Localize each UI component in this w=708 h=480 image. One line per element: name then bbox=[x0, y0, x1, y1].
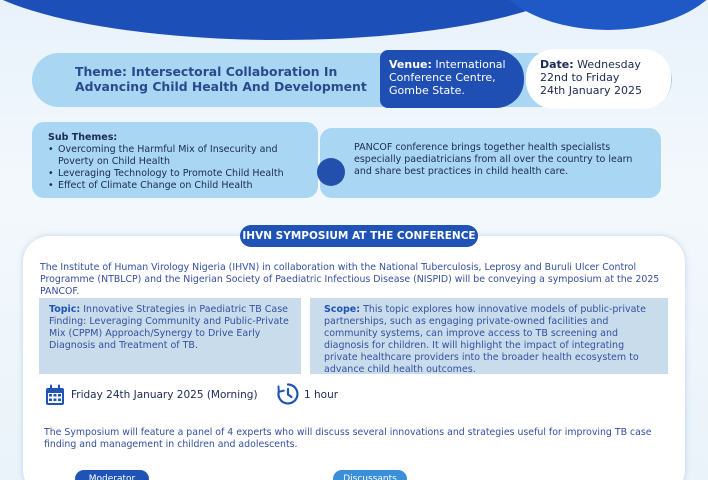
scope-text: This topic explores how innovative models of public-private partnerships, such as engaging private-owned facilities and community systems, can improve access to TB screening and diagnosis for children. It will highlight the impact of integrating private healthcare providers into the broader health ecosystem to advance child health outcomes. bbox=[324, 304, 646, 375]
subthemes-list bbox=[48, 144, 318, 192]
scope-label: Scope: bbox=[324, 304, 361, 315]
symposium-title: IHVN SYMPOSIUM AT THE CONFERENCE bbox=[240, 225, 478, 247]
pancof-description: PANCOF conference brings together health specialists especially paediatricians from all over the country to learn and share best practices in child health care. bbox=[354, 142, 633, 177]
header-wave-decoration bbox=[0, 0, 600, 40]
date-line-2: 22nd to Friday bbox=[540, 71, 620, 84]
calendar-icon bbox=[45, 384, 65, 406]
subtheme-item bbox=[48, 144, 318, 168]
subtheme-text: Overcoming the Harmful Mix of Insecurity and bbox=[58, 144, 278, 155]
pancof-card bbox=[320, 128, 661, 198]
subthemes-title: Sub Themes: bbox=[48, 132, 118, 143]
venue-line-2: Conference Centre, bbox=[389, 71, 496, 84]
topic-label: Topic: bbox=[49, 304, 81, 315]
date-card bbox=[526, 49, 671, 109]
topic-card bbox=[39, 298, 301, 374]
venue-line-3: Gombe State. bbox=[389, 84, 465, 97]
symposium-intro: The Institute of Human Virology Nigeria (IHVN) in collaboration with the National Tuberculosis, Leprosy and Buruli Ulcer Control Programme (NTBLCP) and the Nigerian Society of Paediatric Infectious Disease (NISPID) will be conveying a symposium at the 2025 PANCOF. bbox=[40, 262, 660, 297]
theme-heading bbox=[75, 64, 375, 94]
connector-dot bbox=[317, 158, 345, 186]
venue-label: Venue: bbox=[389, 58, 432, 71]
date-label: Date: bbox=[540, 58, 574, 71]
subtheme-item: • Leveraging Technology to Promote Child Health bbox=[48, 168, 318, 180]
theme-line-1: Theme: Intersectoral Collaboration In bbox=[75, 64, 338, 79]
moderator-label: Moderator bbox=[75, 470, 149, 480]
symposium-duration: 1 hour bbox=[304, 389, 339, 401]
venue-line-1: International bbox=[431, 58, 506, 71]
subtheme-item: • Effect of Climate Change on Child Health bbox=[48, 180, 318, 192]
topic-text: Innovative Strategies in Paediatric TB Case Finding: Leveraging Community and Public-Private Mix (CPPM) Approach/Synergy to Drive Early Diagnosis and Treatment of TB. bbox=[49, 304, 289, 351]
header-circle-decoration bbox=[488, 0, 708, 30]
panel-description: The Symposium will feature a panel of 4 experts who will discuss several innovations and strategies useful for improving TB case finding and management in children and adolescents. bbox=[44, 427, 652, 450]
date-line-3: 24th January 2025 bbox=[540, 84, 642, 97]
subtheme-text: Poverty on Child Health bbox=[58, 156, 170, 167]
clock-icon bbox=[276, 382, 300, 406]
discussants-label: Discussants bbox=[333, 470, 407, 480]
venue-card bbox=[380, 50, 524, 108]
date-line-1: Wednesday bbox=[573, 58, 641, 71]
subthemes-card bbox=[32, 122, 318, 198]
scope-card bbox=[310, 298, 668, 374]
symposium-date: Friday 24th January 2025 (Morning) bbox=[71, 389, 258, 401]
theme-line-2: Advancing Child Health And Development bbox=[75, 79, 367, 94]
